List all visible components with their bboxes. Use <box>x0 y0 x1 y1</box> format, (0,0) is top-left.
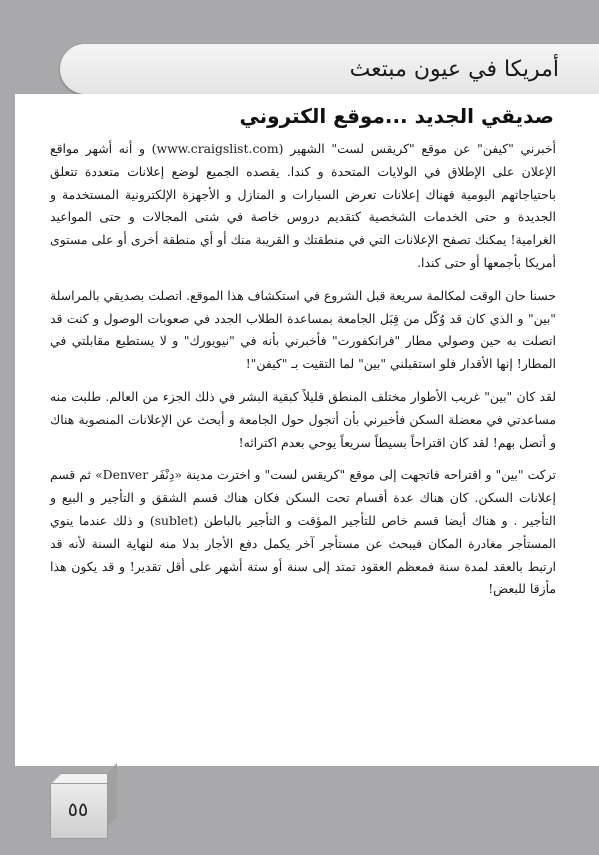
page-number: ٥٥ <box>67 799 89 821</box>
body-text <box>50 138 556 601</box>
paragraph-1: أخبرني "كيفن" عن موقع "كريقس لست" الشهير (www.craigslist.com) و أنه أشهر مواقع الإعلان على الإطلاق في الولايات المتحدة و كندا. يقصده الجميع لوضع إعلانات متعددة تتعلق باحتياجاتهم اليومية فهناك إعلانات تعرض السيارات و المنازل و الأجهزة الإلكترونية المستخدمة و الجديدة و حتى الخدمات الشخصية كتقديم دروس خاصة في شتى المجالات و حتى المواعيد الغرامية! يمكنك تصفح الإعلانات التي في منطقتك و القريبة منك أو أي منطقة أخرى أو على مستوى أمريكا بأجمعها أو حتى كندا. <box>50 141 556 270</box>
chapter-title: صديقي الجديد ...موقع الكتروني <box>239 104 554 128</box>
running-header-title: أمريكا في عيون مبتعث <box>349 57 559 82</box>
paragraph-2: حسنا حان الوقت لمكالمة سريعة قبل الشروع في استكشاف هذا الموقع. اتصلت بصديقي بالمراسلة "بين" و الذي كان قد وُكّل من قِبَل الجامعة بمساعدة الطلاب الجدد في صعوبات الوصول و كنت قد اتصلت به حين وصولي مطار "فرانكفورت" فأخبرني بأنه في "نيويورك" و لا يستطيع مقابلتي في المطار! إنها الأقدار فلو استقبلني "بين" لما التقيت بـ "كيفن"! <box>50 287 556 372</box>
paragraph-3: لقد كان "بين" غريب الأطوار مختلف المنطق قليلاً كبقية البشر في ذلك الجزء من العالم. طلبت منه مساعدتي في معضلة السكن فأخبرني بأن أتجول حول الجامعة و أبحث عن الإعلانات المنصوبة هناك و أتصل بهم! لقد كان اقتراحاً بسيطاً سريعاً يوحي بعدم اكتراثه! <box>50 388 556 450</box>
page-number-box-side <box>107 763 117 827</box>
page-number-box <box>50 773 118 837</box>
paragraph-4: تركت "بين" و اقتراحه فاتجهت إلى موقع "كريقس لست" و اخترت مدينة «دِنْفَر Denver» ثم قسم إعلانات السكن. كان هناك عدة أقسام تحت السكن فكان هناك قسم الشقق و التأجير و البيع و التأجير . و هناك أيضا قسم خاص للتأجير المؤقت و التأجير بالباطن (sublet) و ذلك عندما ينوي المستأجر مغادرة المكان فيبحث عن مستأجر آخر يكمل دفع الأجار بدلا منه لنهاية السنة لأنه قد ارتبط بالعقد لمدة سنة فمعظم العقود تمتد إلى سنة أو ستة أشهر على أقل تقدير! و قد يكون هذا مأزقا للبعض! <box>50 467 556 597</box>
